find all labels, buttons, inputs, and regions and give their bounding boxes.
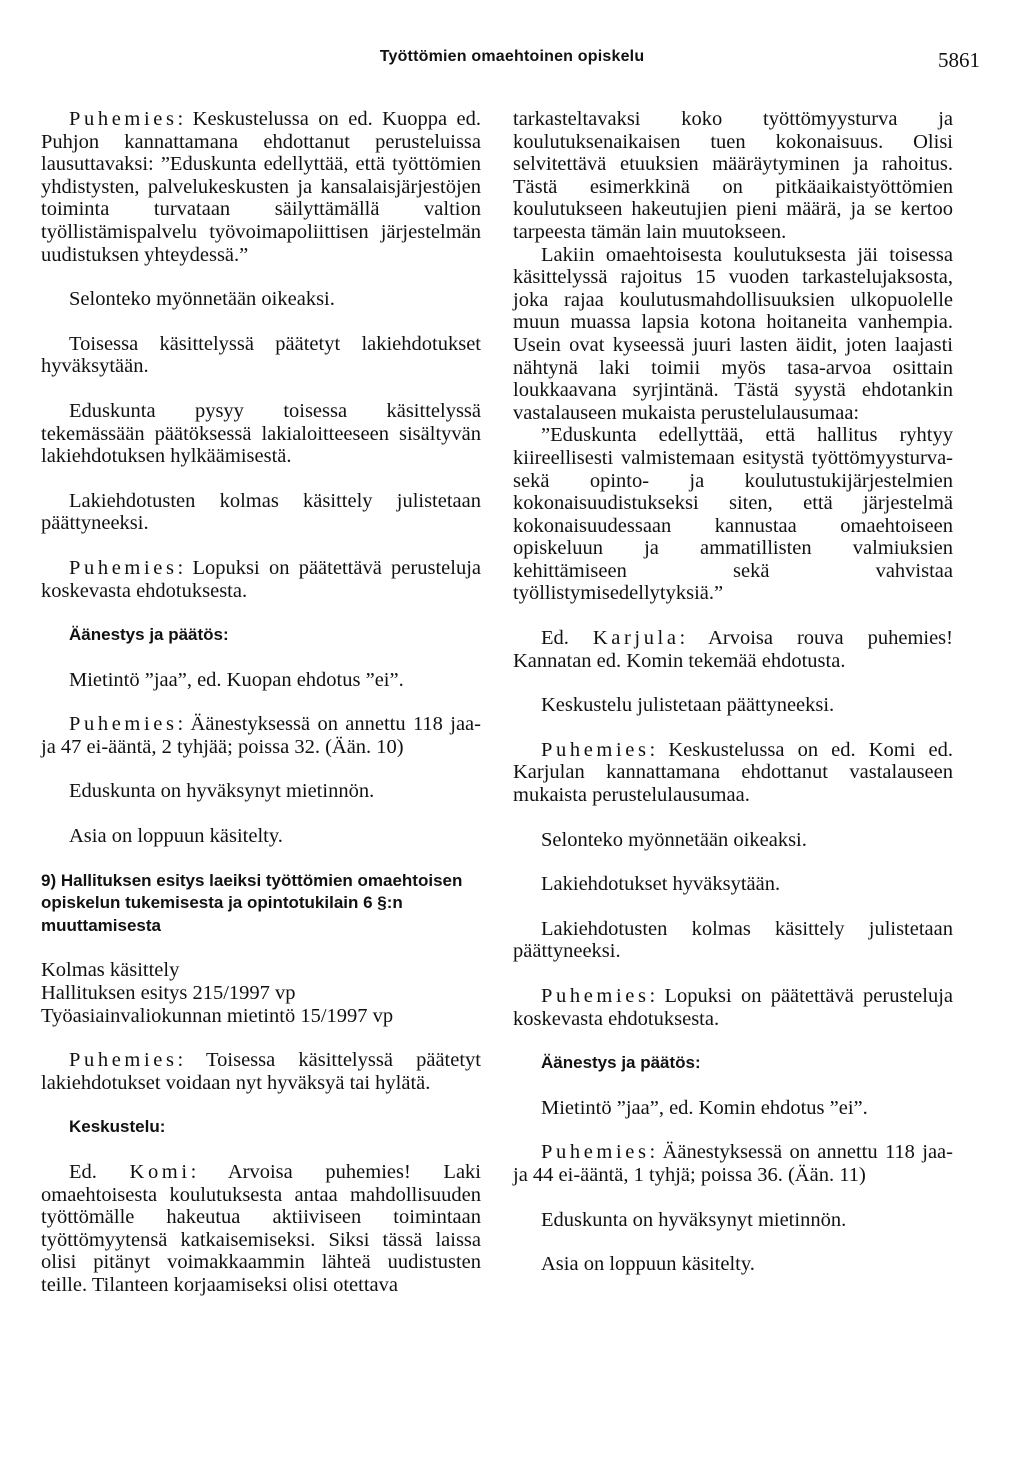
paragraph: Selonteko myönnetään oikeaksi. bbox=[69, 288, 335, 311]
speaker-name: Puhemies bbox=[541, 1141, 650, 1164]
paragraph-text: : Arvoisa rouva puhemies! Kannatan ed. Komin tekemää ehdotusta. bbox=[513, 627, 953, 672]
speaker-name: Puhemies bbox=[69, 556, 178, 579]
right-column bbox=[513, 108, 953, 1298]
paragraph: Asia on loppuun käsitelty. bbox=[69, 825, 283, 848]
page-number: 5861 bbox=[938, 48, 980, 72]
speaker-name: Puhemies bbox=[69, 713, 178, 736]
paragraph-text: : Toisessa käsittelyssä päätetyt lakiehdotukset voidaan nyt hyväksyä tai hylätä. bbox=[41, 1049, 481, 1094]
left-column bbox=[41, 108, 481, 1297]
paragraph-text: : Lopuksi on päätettävä perusteluja koskevasta ehdotuksesta. bbox=[513, 985, 953, 1030]
paragraph-text: : Lopuksi on päätettävä perusteluja koskevasta ehdotuksesta. bbox=[41, 556, 481, 602]
speaker-name: Komi bbox=[129, 1161, 191, 1183]
discussion-heading: Keskustelu: bbox=[69, 1117, 166, 1137]
paragraph-text: : Arvoisa puhemies! Laki omaehtoisesta koulutuksesta antaa mahdollisuuden työttömälle hakeutua aktiiviseen toimintaan työttömyytensä katkaisemiseksi. Siksi tässä laissa olisi pitänyt voimakkaammin lähteä uudistusten teille. Tilanteen korjaamiseksi olisi otettava bbox=[41, 1161, 481, 1296]
paragraph-text: : Äänestyksessä on annettu 118 jaa- ja 47 ei-ääntä, 2 tyhjää; poissa 32. (Ään. 10) bbox=[41, 713, 481, 758]
speaker-name: Puhemies bbox=[69, 1049, 178, 1072]
paragraph: Asia on loppuun käsitelty. bbox=[541, 1253, 755, 1276]
speaker-paragraph bbox=[41, 557, 481, 602]
paragraph: tarkasteltavaksi koko työttömyysturva ja koulutuksenaikaisen tuen kokonaisuus. Olisi selvitettävä etuuksien määräytyminen ja rahoitus. Tästä esimerkkinä on pitkäaikaistyöttömien koulutukseen hakeutujien pieni määrä, ja se kertoo tarpeesta tämän lain muutokseen. bbox=[513, 108, 953, 243]
speaker-paragraph bbox=[41, 1049, 481, 1094]
speaker-paragraph bbox=[513, 739, 953, 807]
document-references bbox=[41, 959, 481, 1027]
speaker-paragraph bbox=[41, 108, 481, 266]
speaker-paragraph bbox=[513, 985, 953, 1030]
speaker-prefix: Ed. bbox=[541, 627, 593, 650]
paragraph: Lakiehdotusten kolmas käsittely julistetaan päättyneeksi. bbox=[41, 489, 481, 535]
reading-label: Kolmas käsittely bbox=[41, 959, 180, 982]
committee-report-ref: Työasiainvaliokunnan mietintö 15/1997 vp bbox=[41, 1004, 394, 1027]
paragraph: Mietintö ”jaa”, ed. Komin ehdotus ”ei”. bbox=[541, 1096, 868, 1119]
paragraph-text: : Keskustelussa on ed. Komi ed. Karjulan kannattamana ehdottanut vastalauseen mukaista perustelulausumaa. bbox=[513, 738, 953, 807]
vote-heading: Äänestys ja päätös: bbox=[541, 1053, 701, 1073]
paragraph: Toisessa käsittelyssä päätetyt lakiehdotukset hyväksytään. bbox=[41, 332, 481, 378]
running-title: Työttömien omaehtoinen opiskelu bbox=[379, 48, 645, 65]
vote-heading: Äänestys ja päätös: bbox=[69, 625, 229, 645]
speaker-prefix: Ed. bbox=[69, 1161, 130, 1183]
speaker-name: Puhemies bbox=[541, 985, 650, 1007]
paragraph-text: : Keskustelussa on ed. Kuoppa ed. Puhjon kannattamana ehdottanut perusteluissa lausuttavaksi: ”Eduskunta edellyttää, että työttömien yhdistysten, palvelukeskusten ja kansalaisjärjestöjen toiminta turvataan säilyttämällä valtion työllistämispalvelu työvoimapoliittisen järjestelmän uudistuksen yhteydessä.” bbox=[41, 108, 481, 266]
speaker-paragraph bbox=[513, 627, 953, 672]
speaker-paragraph bbox=[41, 1161, 481, 1297]
paragraph: Selonteko myönnetään oikeaksi. bbox=[541, 828, 807, 851]
speaker-name: Karjula bbox=[592, 627, 680, 650]
paragraph: Eduskunta on hyväksynyt mietinnön. bbox=[541, 1208, 847, 1231]
quoted-statement: ”Eduskunta edellyttää, että hallitus ryhtyy kiireellisesti valmistemaan esitystä työttömyysturva- sekä opinto- ja koulutustukijärjestelmien kokonaisuudistukseksi siten, että järjestelmä kokonaisuudessaan kannustaa omaehtoiseen opiskeluun ja ammatillisten valmiuksien kehittämiseen sekä vahvistaa työllistymisedellytyksiä.” bbox=[513, 424, 953, 605]
paragraph: Mietintö ”jaa”, ed. Kuopan ehdotus ”ei”. bbox=[69, 668, 404, 691]
government-proposal-ref: Hallituksen esitys 215/1997 vp bbox=[41, 982, 296, 1005]
paragraph: Lakiin omaehtoisesta koulutuksesta jäi toisessa käsittelyssä rajoitus 15 vuoden tarkastelujaksosta, joka rajaa koulutusmahdollisuuksien ulkopuolelle muun muassa lapsia kotona hoitaneita vanhempia. Usein ovat kyseessä juuri lasten äidit, joten laajasti nähtynä laki toimii myös tasa-arvoa osittain loukkaavana syrjintänä. Tästä syystä ehdotankin vastalauseen mukaista perustelulausumaa: bbox=[513, 243, 953, 424]
paragraph: Eduskunta pysyy toisessa käsittelyssä tekemässään päätöksessä lakialoitteeseen sisältyvän lakiehdotuksen hylkäämisestä. bbox=[41, 399, 481, 468]
speaker-paragraph bbox=[41, 713, 481, 758]
speaker-name: Puhemies bbox=[541, 738, 650, 761]
paragraph: Lakiehdotukset hyväksytään. bbox=[541, 873, 781, 896]
section-heading: 9) Hallituksen esitys laeiksi työttömien omaehtoisen opiskelun tukemisesta ja opintotukilain 6 §:n muuttamisesta bbox=[41, 870, 463, 935]
speaker-paragraph bbox=[513, 1141, 953, 1186]
paragraph: Eduskunta on hyväksynyt mietinnön. bbox=[69, 780, 375, 803]
paragraph: Lakiehdotusten kolmas käsittely julistetaan päättyneeksi. bbox=[513, 917, 953, 963]
paragraph: Keskustelu julistetaan päättyneeksi. bbox=[541, 694, 835, 717]
speaker-name: Puhemies bbox=[69, 108, 178, 130]
paragraph-text: : Äänestyksessä on annettu 118 jaa- ja 44 ei-ääntä, 1 tyhjä; poissa 36. (Ään. 11) bbox=[513, 1141, 953, 1186]
